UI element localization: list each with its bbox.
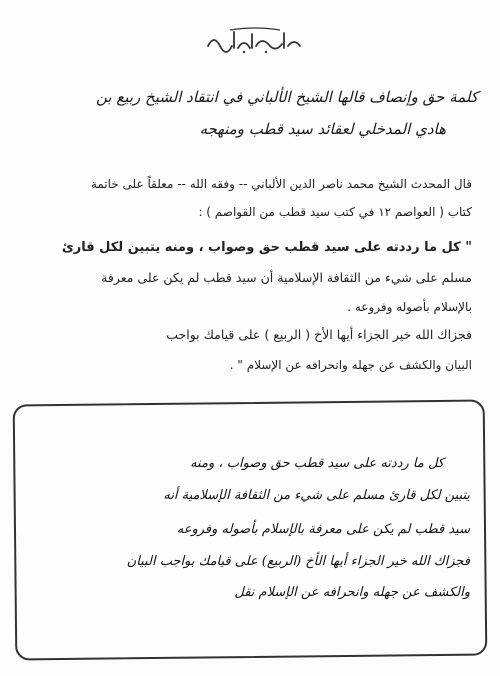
body-line: البيان والكشف عن جهله وانحرافه عن الإسلام " .: [229, 358, 472, 372]
body-line: " كل ما رددته على سيد قطب حق وصواب ، ومنه يتبين لكل قارئ: [61, 240, 472, 255]
body-line: مسلم على شيء من الثقافة الإسلامية أن سيد قطب لم يكن على معرفة: [101, 270, 472, 285]
basmala-calligraphy: [200, 24, 310, 56]
handwritten-line: فجزاك الله خير الجزاء أيها الأخ (الربيع) على قيامك بواجب البيان: [126, 554, 470, 569]
heading-line-2: هادي المدخلي لعقائد سيد قطب ومنهجه: [199, 120, 446, 138]
body-line: كتاب ( العواصم ١٢ في كتب سيد قطب من القواصم ) :: [198, 205, 472, 219]
handwritten-line: كل ما رددته على سيد قطب حق وصواب ، ومنه: [190, 456, 444, 471]
body-line: قال المحدث الشيخ محمد ناصر الدين الألباني -- وفقه الله -- معلقاً على خاتمة: [90, 177, 472, 191]
body-line: بالإسلام بأصوله وفروعه .: [347, 300, 472, 314]
handwritten-line: سيد قطب لم يكن على معرفة بالإسلام بأصوله وفروعه: [176, 522, 470, 537]
handwritten-line: والكشف عن جهله وانحرافه عن الإسلام نقل: [234, 585, 470, 600]
heading-line-1: كلمة حق وإنصاف قالها الشيخ الألباني في انتقاد الشيخ ربيع بن: [95, 88, 478, 106]
basmala-calligraphy-icon: [200, 24, 310, 56]
handwritten-line: يتبين لكل قارئ مسلم على شيء من الثقافة الإسلامية أنه: [163, 488, 470, 503]
body-line: فجزاك الله خير الجزاء أيها الأخ ( الربيع ) على قيامك بواجب: [166, 327, 472, 342]
